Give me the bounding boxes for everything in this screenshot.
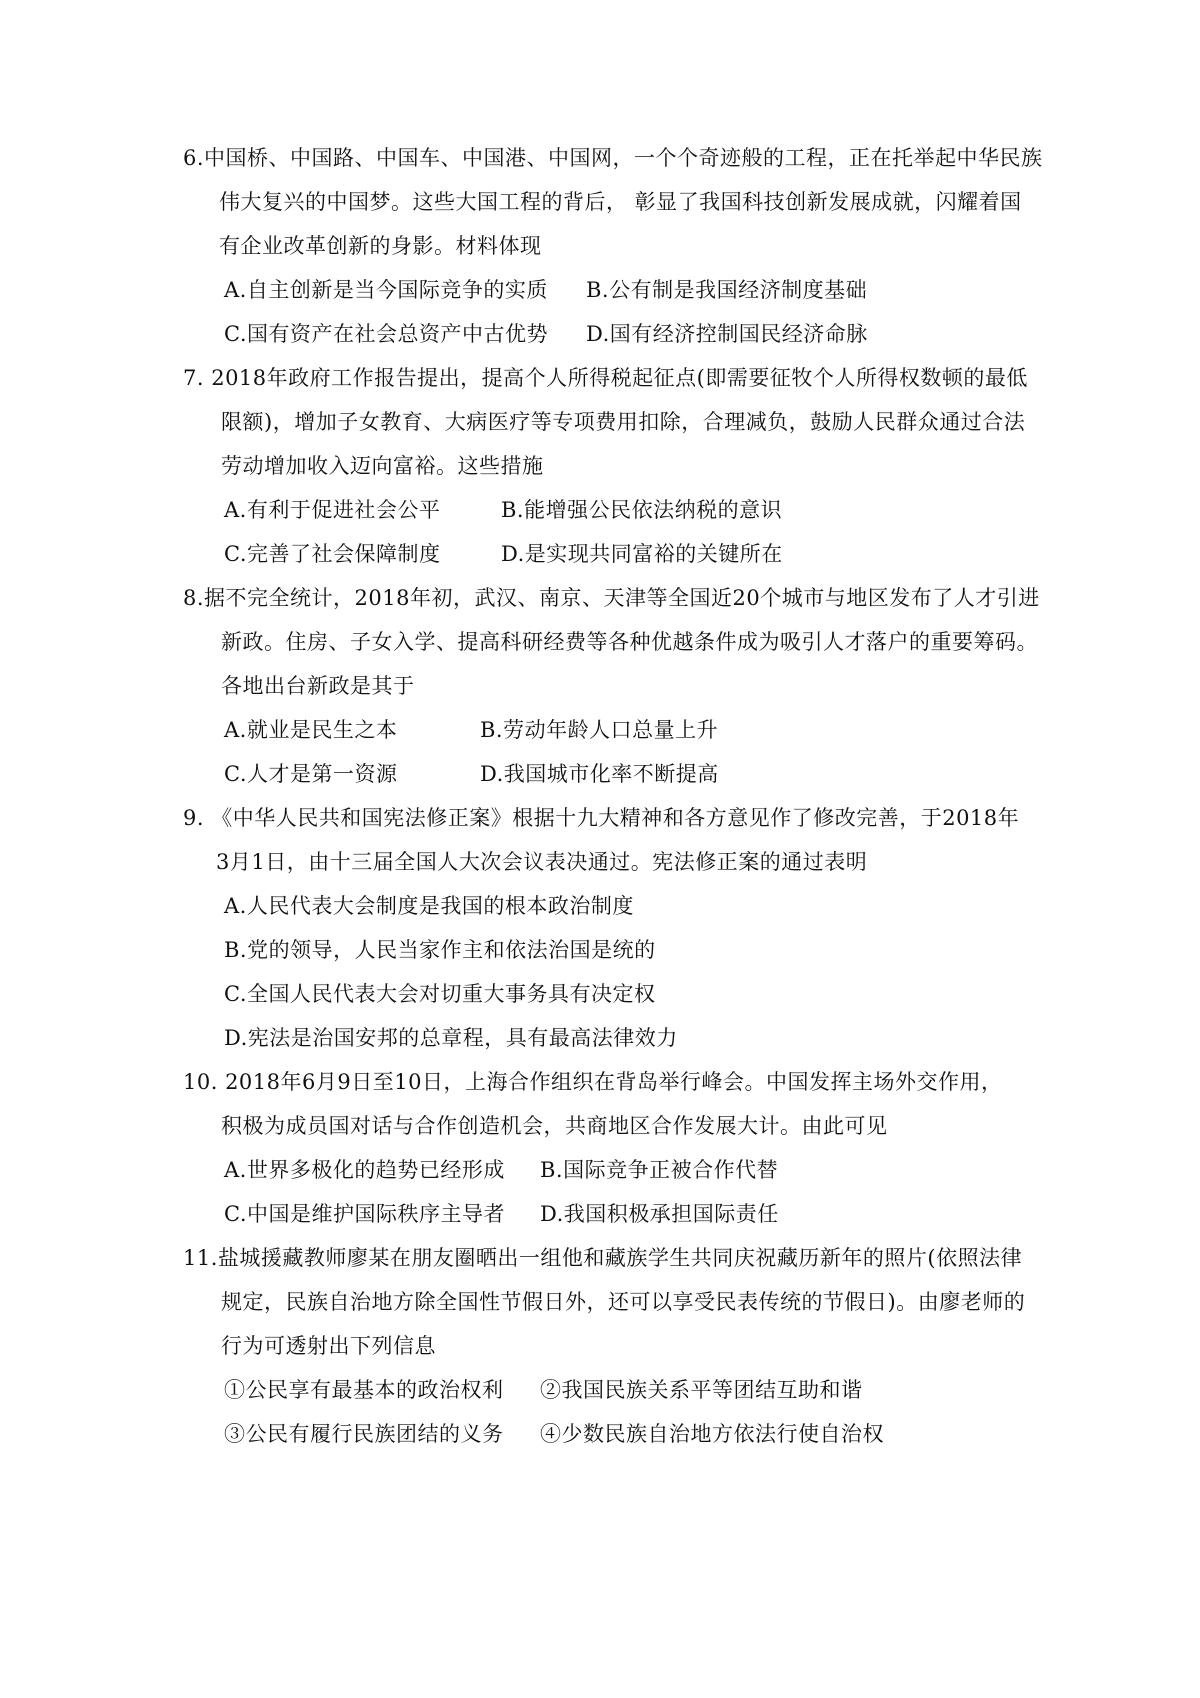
q9-option-d: D.宪法是治国安邦的总章程，具有最高法律效力 bbox=[224, 1026, 678, 1050]
q6-option-b: B.公有制是我国经济制度基础 bbox=[586, 278, 868, 302]
q6-line-1: 6.中国桥、中国路、中国车、中国港、中国网，一个个奇迹般的工程，正在托举起中华民族 bbox=[183, 146, 1043, 170]
q9-line-1: 9. 《中华人民共和国宪法修正案》根据十九大精神和各方意见作了修改完善，于2018年 bbox=[183, 806, 1020, 830]
q11-line-2: 规定，民族自治地方除全国性节假日外，还可以享受民表传统的节假日)。由廖老师的 bbox=[221, 1290, 1026, 1314]
q7-option-c: C.完善了社会保障制度 bbox=[224, 542, 441, 566]
q10-option-d: D.我国积极承担国际责任 bbox=[540, 1202, 779, 1226]
q8-option-b: B.劳动年龄人口总量上升 bbox=[480, 718, 719, 742]
q11-option-4: ④少数民族自治地方依法行使自治权 bbox=[540, 1422, 884, 1446]
q8-line-2: 新政。住房、子女入学、提高科研经费等各种优越条件成为吸引人才落户的重要筹码。 bbox=[221, 630, 1038, 654]
q8-option-d: D.我国城市化率不断提高 bbox=[480, 762, 719, 786]
q6-line-3: 有企业改革创新的身影。材料体现 bbox=[219, 234, 542, 258]
q10-option-c: C.中国是维护国际秩序主导者 bbox=[224, 1202, 505, 1226]
q8-option-a: A.就业是民生之本 bbox=[224, 718, 398, 742]
q8-option-c: C.人才是第一资源 bbox=[224, 762, 398, 786]
q11-line-1: 11.盐城援藏教师廖某在朋友圈晒出一组他和藏族学生共同庆祝藏历新年的照片(依照法律 bbox=[183, 1246, 1023, 1270]
q7-line-2: 限额)，增加子女教育、大病医疗等专项费用扣除，合理减负，鼓励人民群众通过合法 bbox=[221, 410, 1026, 434]
q7-option-b: B.能增强公民依法纳税的意识 bbox=[501, 498, 783, 522]
q9-option-c: C.全国人民代表大会对切重大事务具有决定权 bbox=[224, 982, 656, 1006]
q8-line-3: 各地出台新政是其于 bbox=[221, 674, 415, 698]
q11-option-3: ③公民有履行民族团结的义务 bbox=[224, 1422, 504, 1446]
q6-line-2: 伟大复兴的中国梦。这些大国工程的背后， 彰显了我国科技创新发展成就，闪耀着国 bbox=[219, 190, 1022, 214]
q7-option-a: A.有利于促进社会公平 bbox=[224, 498, 441, 522]
q11-option-2: ②我国民族关系平等团结互助和谐 bbox=[540, 1378, 863, 1402]
q9-option-b: B.党的领导，人民当家作主和依法治国是统的 bbox=[224, 938, 656, 962]
q6-option-d: D.国有经济控制国民经济命脉 bbox=[586, 322, 868, 346]
q10-option-b: B.国际竞争正被合作代替 bbox=[540, 1158, 779, 1182]
q10-line-1: 10. 2018年6月9日至10日，上海合作组织在背岛举行峰会。中国发挥主场外交作用， bbox=[183, 1070, 1003, 1094]
q10-option-a: A.世界多极化的趋势已经形成 bbox=[224, 1158, 505, 1182]
q9-line-2: 3月1日，由十三届全国人大次会议表决通过。宪法修正案的通过表明 bbox=[216, 850, 868, 874]
q6-option-c: C.国有资产在社会总资产中古优势 bbox=[224, 322, 548, 346]
q11-option-1: ①公民享有最基本的政治权利 bbox=[224, 1378, 504, 1402]
q10-line-2: 积极为成员国对话与合作创造机会，共商地区合作发展大计。由此可见 bbox=[221, 1114, 888, 1138]
q7-line-3: 劳动增加收入迈向富裕。这些措施 bbox=[221, 454, 544, 478]
q9-option-a: A.人民代表大会制度是我国的根本政治制度 bbox=[224, 894, 634, 918]
q7-line-1: 7. 2018年政府工作报告提出，提高个人所得税起征点(即需要征牧个人所得权数顿的最低 bbox=[183, 366, 1028, 390]
q6-option-a: A.自主创新是当今国际竞争的实质 bbox=[224, 278, 548, 302]
q11-line-3: 行为可透射出下列信息 bbox=[221, 1334, 436, 1358]
q8-line-1: 8.据不完全统计，2018年初，武汉、南京、天津等全国近20个城市与地区发布了人才引进 bbox=[183, 586, 1040, 610]
q7-option-d: D.是实现共同富裕的关键所在 bbox=[501, 542, 783, 566]
